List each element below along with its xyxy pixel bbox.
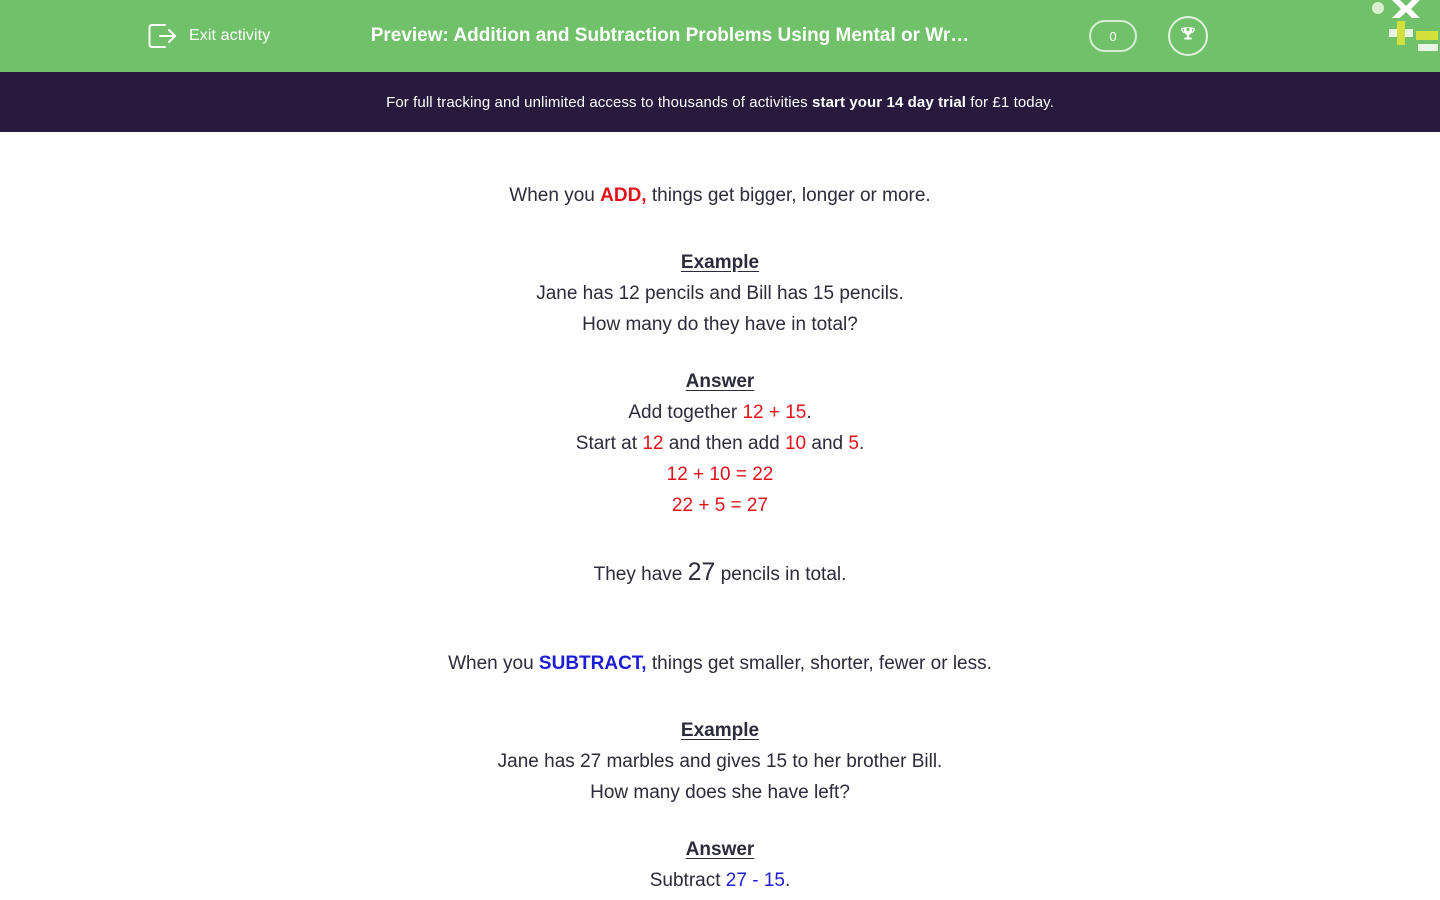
brand-logo	[1360, 0, 1440, 56]
subtract-keyword: SUBTRACT,	[538, 653, 647, 674]
activity-header	[0, 0, 1440, 72]
promo-text-before: For full tracking and unlimited access to thousands of activities	[386, 93, 813, 111]
subtract-answer-line-1	[0, 865, 1440, 896]
add-answer-l1-before: Add together	[628, 402, 743, 423]
trial-promo-banner[interactable]	[0, 72, 1440, 132]
add-answer-l2-b: and then add	[663, 433, 785, 454]
subtract-answer-before: Subtract	[649, 870, 726, 891]
spacer	[0, 211, 1440, 247]
add-answer-l2-num-3: 5	[848, 433, 859, 454]
spacer	[0, 340, 1440, 366]
subtract-intro-before: When you	[448, 653, 539, 674]
add-answer-l2-a: Start at	[575, 433, 643, 454]
add-answer-l1-after: .	[806, 402, 812, 423]
subtract-answer-after: .	[784, 870, 791, 891]
add-answer-expression: 12 + 15	[742, 402, 807, 423]
add-answer-l2-num-2: 10	[784, 433, 807, 454]
spacer	[0, 521, 1440, 557]
exit-door-arrow-icon	[148, 23, 178, 49]
add-example-line-1: Jane has 12 pencils and Bill has 15 pencils.	[536, 283, 904, 304]
exit-activity-label: Exit activity	[189, 27, 271, 44]
promo-text-after: for £1 today.	[966, 93, 1054, 111]
trophy-button[interactable]	[1168, 16, 1208, 56]
promo-text-bold: start your 14 day trial	[812, 93, 967, 111]
add-answer-l2-d: .	[858, 433, 865, 454]
add-conclusion-number: 27	[687, 558, 716, 586]
add-answer-line-1	[0, 397, 1440, 428]
subtract-answer-heading: Answer	[685, 839, 755, 860]
exit-activity-button[interactable]	[148, 0, 270, 72]
trophy-icon	[1178, 24, 1198, 49]
add-answer-heading: Answer	[685, 371, 755, 392]
subtract-example-heading: Example	[680, 720, 760, 741]
add-answer-line-2	[0, 428, 1440, 459]
subtract-intro-line	[0, 648, 1440, 679]
page-title: Preview: Addition and Subtraction Problems Using Mental or Wr…	[370, 25, 970, 46]
add-keyword: ADD,	[600, 185, 647, 206]
score-badge[interactable]	[1089, 20, 1137, 52]
add-intro-before: When you	[509, 185, 601, 206]
add-conclusion-after: pencils in total.	[715, 564, 847, 585]
add-intro-after: things get bigger, longer or more.	[646, 185, 931, 206]
subtract-example-line-1: Jane has 27 marbles and gives 15 to her brother Bill.	[497, 751, 943, 772]
add-answer-step-2: 22 + 5 = 27	[671, 495, 769, 516]
add-example-line-2: How many do they have in total?	[582, 314, 858, 335]
spacer	[0, 679, 1440, 715]
add-answer-l2-c: and	[806, 433, 849, 454]
subtract-example-line-2: How many does she have left?	[590, 782, 850, 803]
add-conclusion-before: They have	[593, 564, 688, 585]
subtract-intro-after: things get smaller, shorter, fewer or less.	[646, 653, 992, 674]
spacer	[0, 808, 1440, 834]
add-conclusion-line	[0, 557, 1440, 590]
add-answer-l2-num-1: 12	[642, 433, 664, 454]
lesson-content	[0, 132, 1440, 896]
add-intro-line	[0, 180, 1440, 211]
trial-promo-text	[386, 94, 1054, 111]
add-answer-step-1: 12 + 10 = 22	[666, 464, 774, 485]
spacer	[0, 590, 1440, 648]
subtract-answer-expression: 27 - 15	[725, 870, 785, 891]
add-example-heading: Example	[680, 252, 760, 273]
score-value: 0	[1109, 28, 1117, 44]
